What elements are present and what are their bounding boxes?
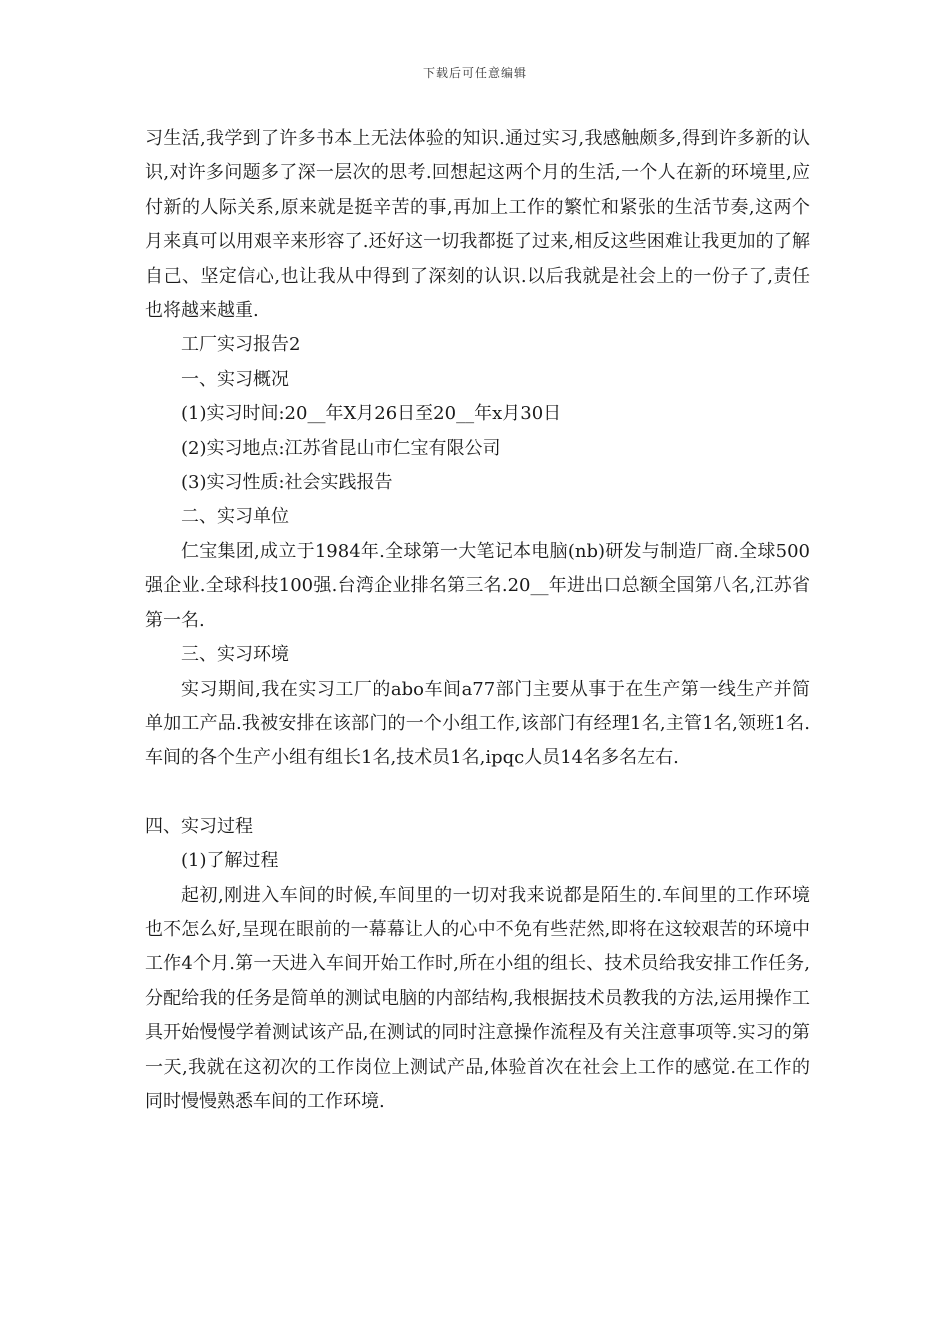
report-title: 工厂实习报告2 xyxy=(181,334,301,356)
paragraph-environment: 实习期间,我在实习工厂的abo车间a77部门主要从事于在生产第一线生产并简单加工产品.我被安排在该部门的一个小组工作,该部门有经理1名,主管1名,领班1名.车间的各个生产小组有组长1名,技术员1名,ipqc人员14名多名左右. xyxy=(145,678,810,769)
subsection-heading-understanding: (1)了解过程 xyxy=(181,850,279,872)
section-heading-overview: 一、实习概况 xyxy=(181,368,289,390)
paragraph-process: 起初,刚进入车间的时候,车间里的一切对我来说都是陌生的.车间里的工作环境也不怎么好,呈现在眼前的一幕幕让人的心中不免有些茫然,即将在这较艰苦的环境中工作4个月.第一天进入车间开始工作时,所在小组的组长、技术员给我安排工作任务,分配给我的任务是简单的测试电脑的内部结构,我根据技术员教我的方法,运用操作工具开始慢慢学着测试该产品,在测试的同时注意操作流程及有关注意事项等.实习的第一天,我就在这初次的工作岗位上测试产品,体验首次在社会上工作的感觉.在工作的同时慢慢熟悉车间的工作环境. xyxy=(145,884,810,1112)
overview-item-location: (2)实习地点:江苏省昆山市仁宝有限公司 xyxy=(181,437,501,459)
overview-item-time: (1)实习时间:20__年X月26日至20__年x月30日 xyxy=(181,403,562,425)
section-heading-unit: 二、实习单位 xyxy=(181,506,289,528)
document-body xyxy=(145,122,810,1119)
section-heading-process: 四、实习过程 xyxy=(145,815,253,837)
paragraph-continuation: 习生活,我学到了许多书本上无法体验的知识.通过实习,我感触颇多,得到许多新的认识,对许多问题多了深一层次的思考.回想起这两个月的生活,一个人在新的环境里,应付新的人际关系,原来就是挺辛苦的事,再加上工作的繁忙和紧张的生活节奏,这两个月来真可以用艰辛来形容了.还好这一切我都挺了过来,相反这些困难让我更加的了解自己、坚定信心,也让我从中得到了深刻的认识.以后我就是社会上的一份子了,责任也将越来越重. xyxy=(145,128,810,322)
overview-item-nature: (3)实习性质:社会实践报告 xyxy=(181,472,393,494)
blank-line xyxy=(145,776,810,810)
paragraph-unit: 仁宝集团,成立于1984年.全球第一大笔记本电脑(nb)研发与制造厂商.全球500强企业.全球科技100强.台湾企业排名第三名.20__年进出口总额全国第八名,江苏省第一名. xyxy=(145,540,810,631)
page-header: 下载后可任意编辑 xyxy=(422,66,527,80)
section-heading-environment: 三、实习环境 xyxy=(181,644,289,666)
